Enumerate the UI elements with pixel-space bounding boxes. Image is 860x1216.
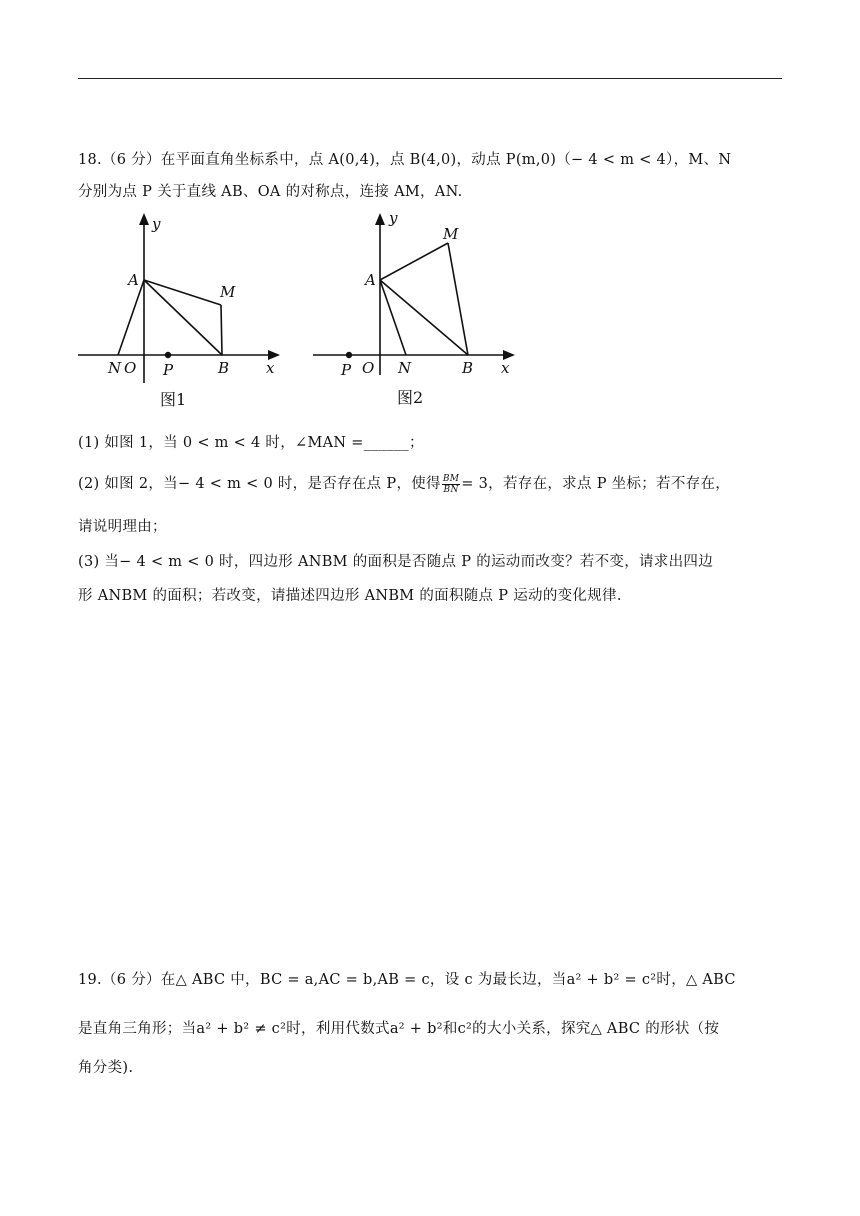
q18-line1: 18.（6 分）在平面直角坐标系中，点 A(0,4)，点 B(4,0)，动点 P(m,0)（− 4 < m < 4），M、N: [78, 152, 732, 168]
label-y: y: [152, 215, 161, 233]
segment-AN: [118, 280, 144, 355]
y-axis-arrow: [375, 213, 385, 225]
label-A: A: [128, 271, 139, 289]
label-x: x: [501, 359, 510, 377]
q18-part2-after: = 3，若存在，求点 P 坐标；若不存在，: [461, 476, 731, 492]
q18-part1: (1) 如图 1，当 0 < m < 4 时，∠MAN =______；: [78, 435, 424, 451]
label-A: A: [365, 271, 376, 289]
segment-AB: [144, 280, 222, 355]
label-N: N: [108, 359, 122, 377]
label-P: P: [341, 361, 352, 379]
point-P: [165, 352, 171, 358]
q18-part3-line1: (3) 当− 4 < m < 0 时，四边形 ANBM 的面积是否随点 P 的运动而改变？若不变，请求出四边: [78, 554, 714, 570]
fraction-numerator: BM: [442, 473, 460, 484]
label-x: x: [266, 359, 275, 377]
label-O: O: [362, 359, 375, 377]
label-M: M: [220, 283, 236, 301]
q19-line2: 是直角三角形；当a² + b² ≠ c²时，利用代数式a² + b²和c²的大小关系，探究△ ABC 的形状（按: [78, 1021, 720, 1037]
label-B: B: [218, 359, 230, 377]
q18-part3-line2: 形 ANBM 的面积；若改变，请描述四边形 ANBM 的面积随点 P 运动的变化规律.: [78, 588, 622, 604]
figure-2: [305, 205, 535, 415]
label-B: B: [462, 359, 474, 377]
fraction-BM-BN: [442, 474, 460, 495]
figure-1: [70, 205, 290, 415]
figure-2-caption: 图2: [397, 388, 424, 407]
fraction-denominator: BN: [443, 484, 459, 495]
figure-1-caption: 图1: [160, 390, 187, 409]
y-axis-arrow: [139, 213, 149, 225]
segment-AM: [144, 280, 221, 305]
segment-MB: [221, 305, 222, 355]
label-O: O: [124, 359, 137, 377]
label-N: N: [398, 359, 412, 377]
q19-line3: 角分类).: [78, 1060, 134, 1076]
segment-AM: [380, 243, 448, 280]
label-y: y: [389, 209, 398, 227]
q18-line2: 分别为点 P 关于直线 AB、OA 的对称点，连接 AM，AN.: [78, 184, 463, 200]
label-M: M: [443, 225, 459, 243]
q18-part2-line2: 请说明理由；: [78, 519, 167, 535]
label-P: P: [163, 361, 174, 379]
point-P: [346, 352, 352, 358]
q18-part2: [78, 472, 730, 495]
header-rule: [78, 78, 782, 79]
q18-part2-before: (2) 如图 2，当− 4 < m < 0 时，是否存在点 P，使得: [78, 476, 441, 492]
q19-line1: 19.（6 分）在△ ABC 中，BC = a,AC = b,AB = c，设 c 为最长边，当a² + b² = c²时，△ ABC: [78, 972, 736, 988]
segment-MB: [448, 243, 468, 355]
